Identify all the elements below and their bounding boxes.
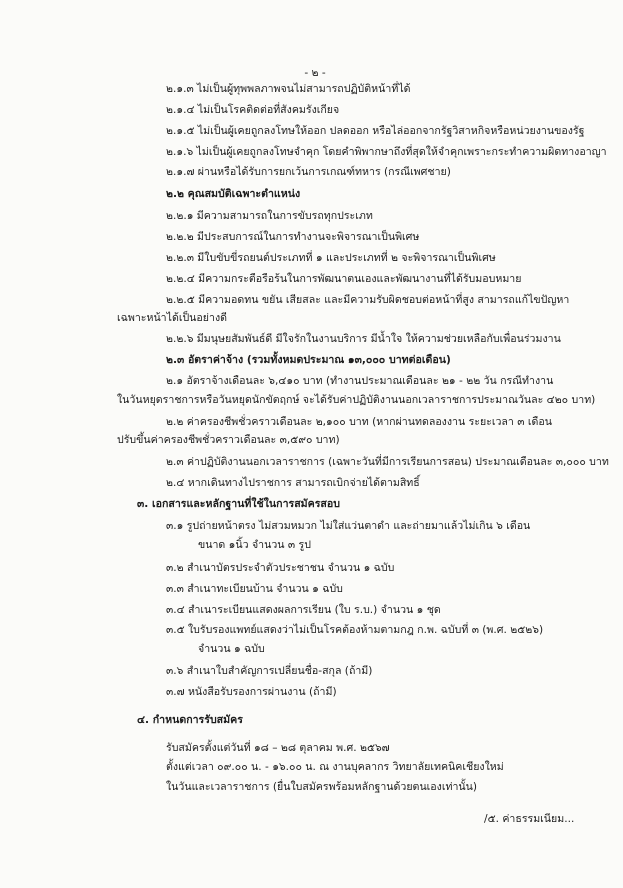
page-number: - ๒ - — [304, 67, 326, 79]
schedule-line-1: รับสมัครตั้งแต่วันที่ ๑๘ – ๒๘ ตุลาคม พ.ศ. ๒๕๖๗ — [166, 742, 390, 754]
doc-3-6: ๓.๖ สำเนาใบสำคัญการเปลี่ยนชื่อ-สกุล (ถ้ามี) — [166, 665, 373, 677]
spec-2-2-2: ๒.๒.๒ มีประสบการณ์ในการทำงานจะพิจารณาเป็นพิเศษ — [166, 231, 420, 243]
schedule-line-2: ตั้งแต่เวลา ๐๙.๐๐ น. - ๑๖.๐๐ น. ณ งานบุคลากร วิทยาลัยเทคนิคเชียงใหม่ — [166, 761, 504, 773]
qual-2-1-4: ๒.๑.๔ ไม่เป็นโรคติดต่อที่สังคมรังเกียจ — [166, 104, 340, 116]
doc-3-1-cont: ขนาด ๑นิ้ว จำนวน ๓ รูป — [198, 539, 311, 551]
continuation-note: /๕. ค่าธรรมเนียม... — [484, 813, 575, 825]
wage-2-4: ๒.๔ หากเดินทางไปราชการ สามารถเบิกจ่ายได้ตามสิทธิ์ — [166, 477, 420, 489]
qual-2-1-7: ๒.๑.๗ ผ่านหรือได้รับการยกเว้นการเกณฑ์ทหาร (กรณีเพศชาย) — [166, 166, 451, 178]
schedule-line-3: ในวันและเวลาราชการ (ยื่นใบสมัครพร้อมหลักฐานด้วยตนเองเท่านั้น) — [166, 781, 478, 793]
doc-3-2: ๓.๒ สำเนาบัตรประจำตัวประชาชน จำนวน ๑ ฉบับ — [166, 562, 395, 574]
section-4-heading: ๔. กำหนดการรับสมัคร — [137, 714, 243, 726]
spec-2-2-1: ๒.๒.๑ มีความสามารถในการขับรถทุกประเภท — [166, 210, 373, 222]
section-2-3-heading: ๒.๓ อัตราค่าจ้าง (รวมทั้งหมดประมาณ ๑๓,๐๐๐ บาทต่อเดือน) — [166, 354, 451, 366]
doc-3-4: ๓.๔ สำเนาระเบียนแสดงผลการเรียน (ใบ ร.บ.) จำนวน ๑ ชุด — [166, 604, 441, 616]
qual-2-1-5: ๒.๑.๕ ไม่เป็นผู้เคยถูกลงโทษให้ออก ปลดออก หรือไล่ออกจากรัฐวิสาหกิจหรือหน่วยงานของรัฐ — [166, 125, 585, 137]
section-3-heading: ๓. เอกสารและหลักฐานที่ใช้ในการสมัครสอบ — [137, 498, 340, 510]
wage-2-2: ๒.๒ ค่าครองชีพชั่วคราวเดือนละ ๒,๑๐๐ บาท (หากผ่านทดลองงาน ระยะเวลา ๓ เดือน — [166, 416, 552, 428]
spec-2-2-5-cont: เฉพาะหน้าได้เป็นอย่างดี — [117, 312, 227, 324]
wage-2-1-cont: ในวันหยุดราชการหรือวันหยุดนักขัตฤกษ์ จะได้รับค่าปฏิบัติงานนอกเวลาราชการประมาณวันละ ๔๒๐ บาท) — [117, 394, 596, 406]
wage-2-2-cont: ปรับขึ้นค่าครองชีพชั่วคราวเดือนละ ๓,๕๙๐ บาท) — [117, 434, 340, 446]
spec-2-2-4: ๒.๒.๔ มีความกระตือรือร้นในการพัฒนาตนเองและพัฒนางานที่ได้รับมอบหมาย — [166, 273, 522, 285]
qual-2-1-3: ๒.๑.๓ ไม่เป็นผู้ทุพพลภาพจนไม่สามารถปฏิบัติหน้าที่ได้ — [166, 83, 411, 95]
doc-3-5: ๓.๕ ใบรับรองแพทย์แสดงว่าไม่เป็นโรคต้องห้ามตามกฎ ก.พ. ฉบับที่ ๓ (พ.ศ. ๒๕๒๖) — [166, 624, 544, 636]
doc-3-3: ๓.๓ สำเนาทะเบียนบ้าน จำนวน ๑ ฉบับ — [166, 583, 343, 595]
qual-2-1-6: ๒.๑.๖ ไม่เป็นผู้เคยถูกลงโทษจำคุก โดยคำพิพากษาถึงที่สุดให้จำคุกเพราะกระทำความผิดทางอาญา — [166, 146, 607, 158]
spec-2-2-3: ๒.๒.๓ มีใบขับขี่รถยนต์ประเภทที่ ๑ และประเภทที่ ๒ จะพิจารณาเป็นพิเศษ — [166, 252, 496, 264]
section-2-2-heading: ๒.๒ คุณสมบัติเฉพาะตำแหน่ง — [166, 188, 301, 200]
wage-2-3: ๒.๓ ค่าปฏิบัติงานนอกเวลาราชการ (เฉพาะวันที่มีการเรียนการสอน) ประมาณเดือนละ ๓,๐๐๐ บาท — [166, 456, 609, 468]
doc-3-7: ๓.๗ หนังสือรับรองการผ่านงาน (ถ้ามี) — [166, 686, 337, 698]
spec-2-2-5: ๒.๒.๕ มีความอดทน ขยัน เสียสละ และมีความรับผิดชอบต่อหน้าที่สูง สามารถแก้ไขปัญหา — [166, 294, 570, 306]
wage-2-1: ๒.๑ อัตราจ้างเดือนละ ๖,๔๑๐ บาท (ทำงานประมาณเดือนละ ๒๑ - ๒๒ วัน กรณีทำงาน — [166, 375, 554, 387]
doc-3-1: ๓.๑ รูปถ่ายหน้าตรง ไม่สวมหมวก ไม่ใส่แว่นตาดำ และถ่ายมาแล้วไม่เกิน ๖ เดือน — [166, 520, 531, 532]
doc-3-5-cont: จำนวน ๑ ฉบับ — [198, 643, 265, 655]
spec-2-2-6: ๒.๒.๖ มีมนุษยสัมพันธ์ดี มีใจรักในงานบริการ มีน้ำใจ ให้ความช่วยเหลือกับเพื่อนร่วมงาน — [166, 333, 561, 345]
